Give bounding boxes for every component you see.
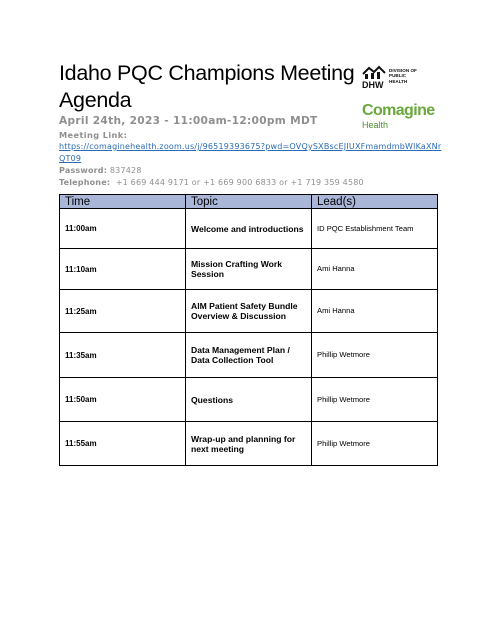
table-row — [60, 378, 438, 422]
comagine-health: Health — [362, 120, 389, 130]
meeting-date: April 24th, 2023 - 11:00am-12:00pm MDT — [59, 115, 318, 127]
row-lead: Phillip Wetmore — [312, 333, 438, 378]
row-time: 11:10am — [60, 249, 186, 290]
header-leads: Lead(s) — [312, 195, 438, 209]
page-title: Idaho PQC Champions Meeting Agenda — [59, 61, 355, 112]
table-row — [60, 422, 438, 466]
row-time: 11:50am — [60, 378, 186, 422]
row-topic: Questions — [186, 378, 312, 422]
row-lead: Ami Hanna — [312, 249, 438, 290]
dhw-house-icon — [362, 63, 386, 89]
meeting-link-label: Meeting Link: — [59, 130, 128, 140]
dhw-division-text — [389, 68, 417, 84]
row-topic: Welcome and introductions — [186, 209, 312, 249]
row-topic: Data Management Plan / Data Collection Tool — [186, 333, 312, 378]
row-time: 11:00am — [60, 209, 186, 249]
table-row — [60, 333, 438, 378]
row-lead: Phillip Wetmore — [312, 422, 438, 466]
telephone-value: +1 669 444 9171 or +1 669 900 6833 or +1 719 359 4580 — [115, 178, 364, 187]
table-header-row — [60, 195, 438, 209]
dhw-abbrev: DHW — [362, 80, 384, 89]
dhw-line-1: DIVISION OF — [389, 68, 417, 74]
row-time: 11:55am — [60, 422, 186, 466]
password-line — [59, 165, 444, 177]
header-time: Time — [60, 195, 186, 209]
meeting-info — [59, 114, 444, 189]
row-topic: Mission Crafting Work Session — [186, 249, 312, 290]
telephone-line — [59, 177, 444, 189]
meeting-link[interactable]: https://comaginehealth.zoom.us/j/96519393675?pwd=OVQySXBscEJIUXFmamdmbWlKaXNrQT09 — [59, 142, 442, 163]
password-label: Password: — [59, 166, 108, 175]
dhw-line-3: HEALTH — [389, 78, 408, 84]
row-topic: AIM Patient Safety Bundle Overview & Discussion — [186, 290, 312, 333]
table-row — [60, 290, 438, 333]
row-topic: Wrap-up and planning for next meeting — [186, 422, 312, 466]
dhw-line-2: PUBLIC — [389, 73, 407, 79]
row-lead: ID PQC Establishment Team — [312, 209, 438, 249]
table-row — [60, 249, 438, 290]
password-value: 837428 — [109, 166, 142, 175]
row-time: 11:25am — [60, 290, 186, 333]
comagine-name: Comagine — [362, 102, 435, 119]
row-lead: Ami Hanna — [312, 290, 438, 333]
dhw-logo — [362, 63, 442, 89]
telephone-label: Telephone: — [59, 178, 111, 187]
table-row — [60, 209, 438, 249]
row-time: 11:35am — [60, 333, 186, 378]
agenda-table — [59, 194, 438, 466]
row-lead: Phillip Wetmore — [312, 378, 438, 422]
header-topic: Topic — [186, 195, 312, 209]
